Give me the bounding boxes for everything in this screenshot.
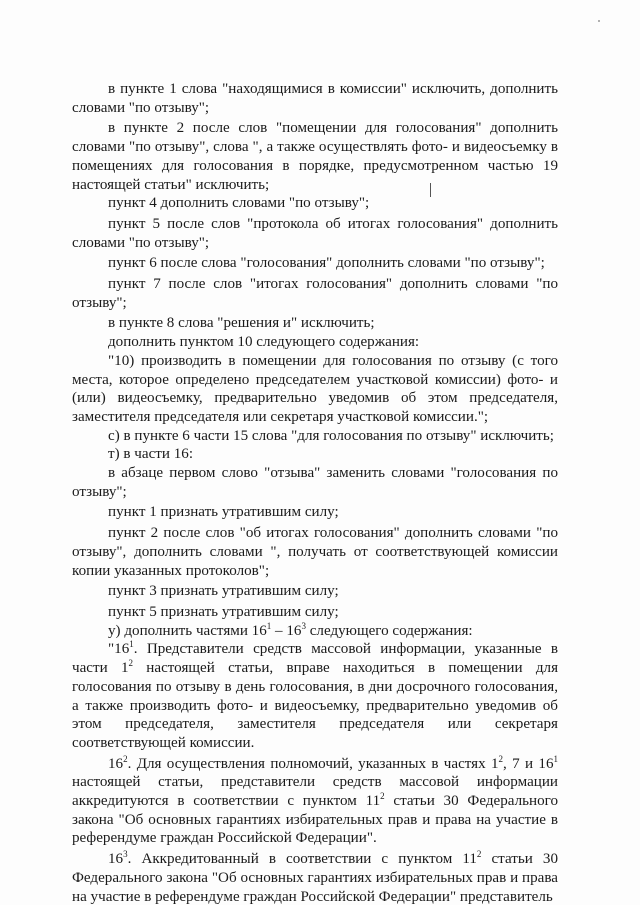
paragraph-p1: в пункте 1 слова "находящимися в комиссии" исключить, дополнить словами "по отзыву"; [72, 81, 558, 116]
paragraph-16-2-text-d: настоящей статьи, представители средств массовой информации аккредитуются в соответствии с пунктом 11 [72, 774, 558, 810]
paragraph-16-2-sup-4: 2 [380, 791, 385, 802]
paragraph-u-text-c: следующего содержания: [305, 622, 473, 639]
paragraph-u [72, 622, 558, 641]
paragraph-p10-text: "10) производить в помещении для голосования по отзыву (с того места, которое определено председателем участковой комиссии) фото- и (или) видеосъемку, предварительно уведомив об этом председателя, заместителя председателя или секретаря участковой комиссии."; [72, 352, 558, 425]
paragraph-16-1-text-c: настоящей статьи, вправе находиться в помещении для голосования по отзыву в день голосования, в дни досрочного голосования, а также производить фото- и видеосъемку, предварительно уведомив об этом председателя, заместителя председателя или секретаря соответствующей комиссии. [72, 660, 559, 751]
paragraph-16-3-text-a: 16 [108, 851, 124, 868]
paragraph-p1-void: пункт 1 признать утратившим силу; [108, 504, 339, 521]
paragraph-16-3-sup-2: 2 [476, 849, 482, 860]
paragraph-p2: в пункте 2 после слов "помещении для голосования" дополнить словами "по отзыву", слова ", а также осуществлять фото- и видеосъемку в помещениях для голосования в порядке, предусмотренном частью 19 настоящей статьи" исключить; [72, 120, 558, 193]
scan-speck [598, 20, 600, 22]
paragraph-16-3-sup-1: 3 [123, 849, 128, 860]
paragraph-p4: пункт 4 дополнить словами "по отзыву"; [108, 195, 370, 212]
paragraph-16-2-sup-1: 2 [123, 753, 128, 764]
paragraph-add-p10: дополнить пунктом 10 следующего содержания: [108, 334, 420, 351]
paragraph-p8: в пункте 8 слова "решения и" исключить; [108, 315, 375, 332]
paragraph-16-1-text-a: "16 [108, 641, 130, 658]
paragraph-16-2-text-b: . Для осуществления полномочий, указанных в частях 1 [127, 755, 499, 772]
paragraph-16-3-text-b: . Аккредитованный в соответствии с пунктом 11 [127, 851, 477, 868]
paragraph-u-text-a: у) дополнить частями 16 [108, 622, 267, 639]
paragraph-16-2-text-e: статьи 30 Федерального закона "Об основных гарантиях избирательных прав и права на участие в референдуме граждан Российской Федерации". [72, 793, 558, 847]
paragraph-16-2-text-a: 16 [108, 755, 124, 772]
paragraph-16-2-text-c: , 7 и 16 [503, 755, 554, 772]
paragraph-p5-void: пункт 5 признать утратившим силу; [108, 603, 339, 620]
paragraph-16-1-text-b: . Представители средств массовой информации, указанные в части 1 [72, 641, 558, 677]
paragraph-16-1-sup-1: 1 [129, 639, 134, 650]
paragraph-16-2-sup-2: 2 [498, 753, 504, 764]
paragraph-p7: пункт 7 после слов "итогах голосования" дополнить словами "по отзыву"; [72, 276, 558, 311]
paragraph-16-2-sup-3: 1 [553, 753, 559, 764]
paragraph-p2-add: пункт 2 после слов "об итогах голосования" дополнить словами "по отзыву", дополнить словами ", получать от соответствующей комиссии копии указанных протоколов"; [72, 525, 558, 579]
paragraph-p6: пункт 6 после слова "голосования" дополнить словами "по отзыву"; [108, 255, 545, 272]
paragraph-16-1 [72, 640, 558, 752]
paragraph-t: т) в части 16: [108, 446, 194, 463]
paragraph-16-1-sup-2: 2 [128, 658, 134, 669]
paragraph-abzac: в абзаце первом слово "отзыва" заменить словами "голосования по отзыву"; [72, 465, 558, 500]
paragraph-u-sup-1: 1 [266, 620, 272, 631]
paragraph-u-sup-2: 3 [301, 620, 306, 631]
paragraph-s: с) в пункте 6 части 15 слова "для голосования по отзыву" исключить; [108, 427, 554, 444]
paragraph-p3-void: пункт 3 признать утратившим силу; [108, 583, 339, 600]
paragraph-16-2 [72, 755, 558, 849]
paragraph-16-3 [72, 850, 558, 906]
document-body [72, 80, 558, 906]
paragraph-p5: пункт 5 после слов "протокола об итогах голосования" дополнить словами "по отзыву"; [72, 215, 558, 251]
paragraph-16-3-text-c: статьи 30 Федерального закона "Об основных гарантиях избирательных прав и права на участие в референдуме граждан Российской Федерации" представитель [72, 851, 558, 905]
paragraph-u-text-b: – 16 [271, 622, 302, 639]
